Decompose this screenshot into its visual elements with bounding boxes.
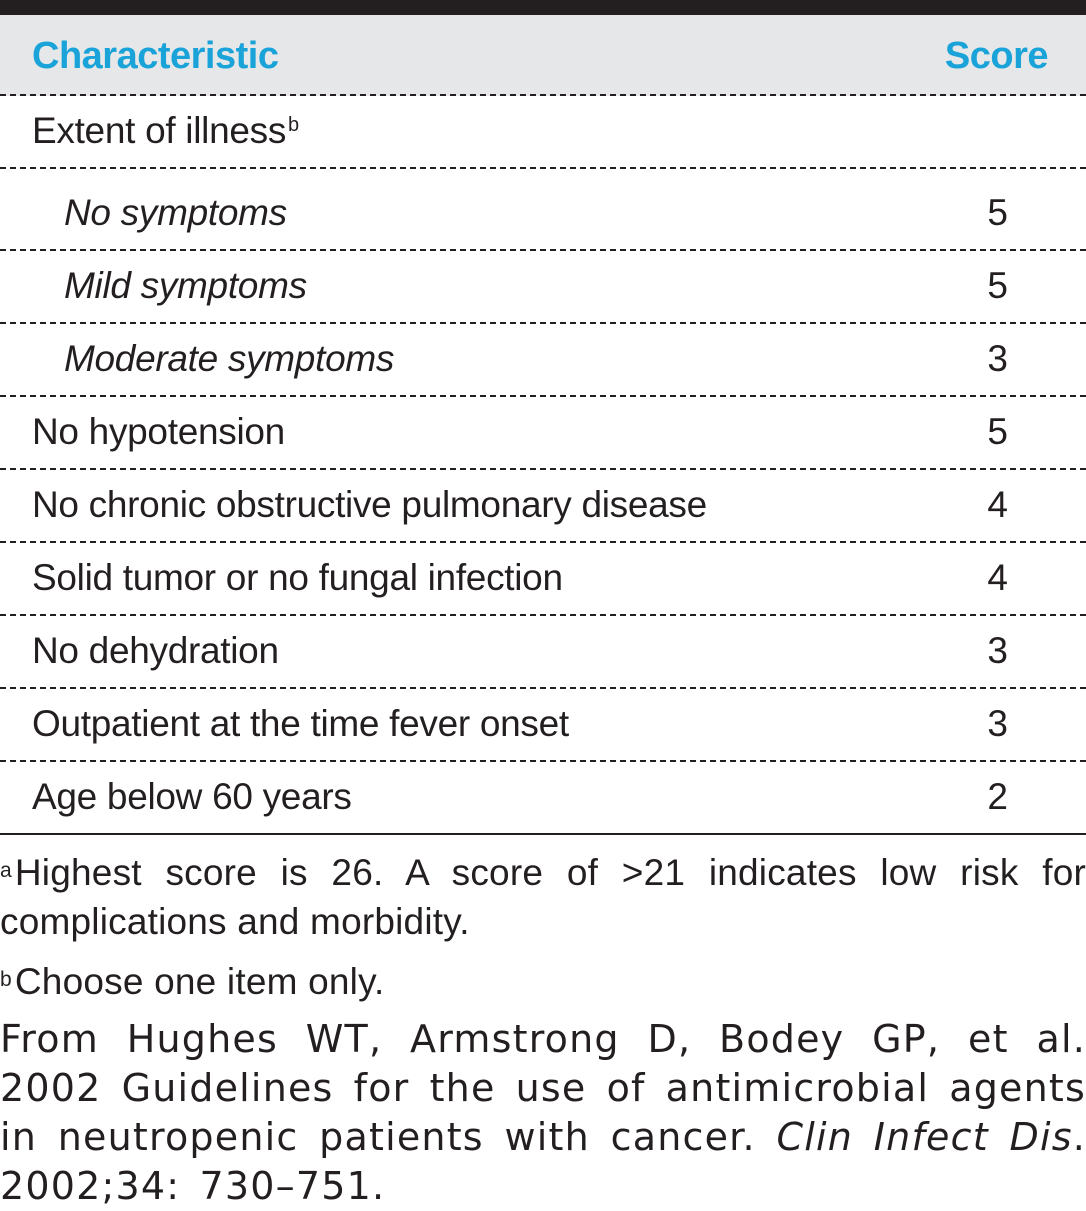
row-label: Solid tumor or no fungal infection <box>32 557 563 598</box>
header-characteristic: Characteristic <box>32 35 279 77</box>
footnote-marker: b <box>288 114 299 136</box>
row-label: Extent of illness $^b$ <box>32 110 299 151</box>
table-row <box>0 324 1086 397</box>
footnote-text: Choose one item only. <box>14 961 385 1002</box>
row-label: Mild symptoms <box>64 265 307 306</box>
footnote-b <box>0 957 1086 1006</box>
table-header <box>0 15 1086 96</box>
table-row <box>0 96 1086 169</box>
row-label: Outpatient at the time fever onset <box>32 703 569 744</box>
citation-details: . 2002;34: 730–751. <box>0 1115 1086 1208</box>
table-row <box>0 397 1086 470</box>
table-row <box>0 178 1086 251</box>
row-score: 2 <box>987 776 1008 817</box>
row-score: 5 <box>987 265 1008 306</box>
footnote-text: Highest score is 26. A score of >21 indicates low risk for complications and morbidity. <box>0 852 1086 942</box>
table-row <box>0 470 1086 543</box>
row-label: No chronic obstructive pulmonary disease <box>32 484 707 525</box>
footnote-marker: b <box>0 968 12 991</box>
row-label: No dehydration <box>32 630 279 671</box>
row-score: 4 <box>987 484 1008 525</box>
footnote-marker: a <box>0 859 12 882</box>
table-row <box>0 762 1086 835</box>
footnote-a <box>0 848 1086 946</box>
row-score: 3 <box>987 338 1008 379</box>
row-label: Age below 60 years <box>32 776 352 817</box>
top-rule <box>0 0 1086 15</box>
journal-name: Clin Infect Dis <box>776 1115 1073 1159</box>
header-score: Score <box>944 35 1048 77</box>
row-label: No hypotension <box>32 411 285 452</box>
table-row <box>0 689 1086 762</box>
citation-text: From Hughes WT, Armstrong D, Bodey GP, et al. 2002 Guidelines for the use of antimicrobial agents in neutropenic patients with cancer. <box>0 1017 1086 1159</box>
row-score: 5 <box>987 192 1008 233</box>
source-citation <box>0 1015 1086 1211</box>
row-label: No symptoms <box>64 192 287 233</box>
row-label: Moderate symptoms <box>64 338 395 379</box>
row-score: 4 <box>987 557 1008 598</box>
row-score: 3 <box>987 630 1008 671</box>
row-score: 3 <box>987 703 1008 744</box>
row-score: 5 <box>987 411 1008 452</box>
table-row <box>0 251 1086 324</box>
table-row <box>0 616 1086 689</box>
table-row <box>0 543 1086 616</box>
